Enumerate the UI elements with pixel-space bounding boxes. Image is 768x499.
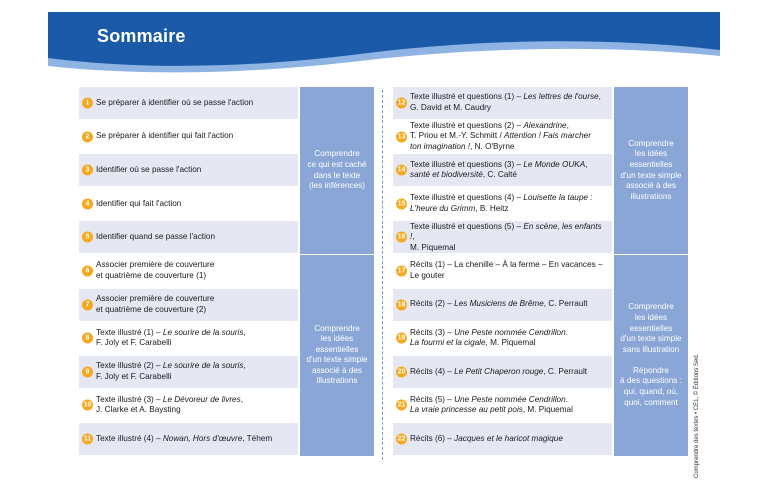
- category-line: dans le texte: [313, 170, 361, 180]
- category-line: Comprendre: [314, 323, 360, 333]
- toc-entry[interactable]: [79, 188, 298, 220]
- category-line: Comprendre: [314, 149, 360, 159]
- entry-title: Récits (5) – Une Peste nommée Cendrillon. La vraie princesse au petit pois, M. Piquemal: [410, 394, 573, 415]
- column-divider: [382, 90, 383, 460]
- entry-number-badge: 16: [397, 233, 406, 241]
- category-line: les idées: [634, 149, 668, 159]
- toc-entry[interactable]: [79, 221, 298, 253]
- toc-entry[interactable]: [393, 322, 612, 354]
- category-line: associé à des: [311, 365, 363, 375]
- category-line: [620, 355, 682, 366]
- toc-entry[interactable]: [393, 289, 612, 321]
- toc-entry[interactable]: [79, 322, 298, 354]
- entry-number-badge: 6: [82, 266, 93, 277]
- entry-title: Texte illustré (3) – Le Dévoreur de livres, J. Clarke et A. Baysting: [96, 394, 243, 415]
- toc-entry[interactable]: [393, 221, 612, 253]
- category-line: d'un texte simple: [306, 355, 368, 365]
- category-line: essentielles: [315, 344, 359, 354]
- toc-entry[interactable]: [393, 255, 612, 287]
- toc-entry[interactable]: [79, 423, 298, 455]
- toc-entry[interactable]: [393, 154, 612, 186]
- category-line: ce qui est caché: [307, 159, 367, 169]
- category-line: sans illustration: [622, 344, 680, 354]
- entry-number-badge: 9: [82, 366, 93, 377]
- toc-entry[interactable]: [79, 356, 298, 388]
- entry-number-badge: 11: [83, 435, 92, 443]
- entry-title: Texte illustré (2) – Le sourire de la souris, F. Joly et F. Carabelli: [96, 361, 246, 381]
- toc-entry[interactable]: [79, 389, 298, 421]
- entry-title: Texte illustré et questions (4) – Louisette la taupe : L'heure du Grimm, B. Heitz: [410, 193, 593, 213]
- entry-title: Texte illustré et questions (5) – En scène, les enfants !, M. Piquemal: [410, 221, 602, 252]
- toc-entry[interactable]: [79, 255, 298, 287]
- entry-number-badge: 3: [82, 165, 93, 176]
- toc-entry[interactable]: [393, 356, 612, 388]
- entry-title: Associer première de couverture et quatrième de couverture (1): [96, 260, 215, 280]
- entry-title: Récits (1) – La chenille – À la ferme – En vacances – Le gouter: [410, 260, 603, 280]
- category-line: à des questions :: [620, 376, 682, 386]
- category-line: Comprendre: [628, 302, 674, 312]
- category-line: (les inférences): [309, 181, 365, 191]
- toc-entry[interactable]: [393, 423, 612, 455]
- entry-title: Texte illustré et questions (2) – Alexandrine, T. Priou et M.-Y. Schmitt / Attention ! Fais marcher ton imagination !, N. O'Byrne: [410, 120, 591, 151]
- entry-title: Récits (4) – Le Petit Chaperon rouge, C. Perrault: [410, 366, 588, 376]
- category-line: d'un texte simple: [620, 334, 682, 344]
- toc-entry[interactable]: [393, 389, 612, 421]
- toc-entry[interactable]: [393, 87, 612, 119]
- entry-number-badge: 10: [83, 401, 92, 409]
- category-line: illustrations: [630, 191, 672, 201]
- page-title: Sommaire: [97, 26, 186, 46]
- entry-title: Récits (3) – Une Peste nommée Cendrillon. La fourmi et la cigale, M. Piquemal: [410, 327, 568, 348]
- category-line: Comprendre: [628, 138, 674, 148]
- entry-number-badge: 1: [82, 98, 93, 109]
- toc-entry[interactable]: [393, 121, 612, 153]
- category-line: d'un texte simple: [620, 170, 682, 180]
- skill-category-panel: [613, 255, 688, 456]
- entry-title: Identifier quand se passe l'action: [96, 232, 215, 242]
- category-line: essentielles: [629, 323, 673, 333]
- entry-number-badge: 18: [397, 301, 406, 309]
- header-banner: [0, 0, 768, 80]
- entry-number-badge: 5: [82, 232, 93, 243]
- entry-number-badge: 14: [397, 166, 406, 174]
- category-line: Répondre: [633, 365, 669, 375]
- entry-number-badge: 22: [397, 435, 406, 443]
- entry-title: Identifier qui fait l'action: [96, 198, 182, 208]
- entry-number-badge: 15: [397, 200, 406, 208]
- entry-number-badge: 17: [397, 267, 406, 275]
- category-line: qui, quand, où,: [623, 387, 679, 397]
- entry-title: Associer première de couverture et quatrième de couverture (2): [96, 294, 215, 314]
- skill-category-panel: [613, 87, 688, 254]
- entry-number-badge: 4: [82, 198, 93, 209]
- entry-title: Identifier où se passe l'action: [96, 164, 202, 174]
- entry-title: Texte illustré (4) – Nowan, Hors d'œuvre, Téhem: [96, 433, 273, 443]
- entry-title: Récits (6) – Jacques et le haricot magique: [410, 433, 563, 443]
- category-line: les idées: [320, 334, 354, 344]
- entry-title: Récits (2) – Les Musiciens de Brême, C. Perrault: [410, 299, 588, 309]
- entry-title: Se préparer à identifier qui fait l'action: [96, 131, 234, 141]
- entry-number-badge: 2: [82, 131, 93, 142]
- category-line: les idées: [634, 312, 668, 322]
- category-line: associé à des: [625, 181, 677, 191]
- entry-number-badge: 12: [397, 99, 406, 107]
- toc-entry[interactable]: [79, 87, 298, 119]
- entry-title: Texte illustré et questions (3) – Le Monde OUKA, santé et biodiversité, C. Calté: [410, 159, 588, 180]
- category-line: essentielles: [629, 159, 673, 169]
- entry-title: Texte illustré (1) – Le sourire de la souris, F. Joly et F. Carabelli: [96, 327, 246, 348]
- entry-number-badge: 21: [397, 401, 406, 409]
- category-line: quoi, comment: [624, 397, 678, 407]
- category-line: illustrations: [316, 376, 358, 386]
- entry-number-badge: 8: [82, 333, 93, 344]
- entry-number-badge: 20: [397, 368, 406, 376]
- entry-title: Se préparer à identifier où se passe l'action: [96, 97, 254, 107]
- entry-number-badge: 7: [82, 299, 93, 310]
- entry-number-badge: 13: [397, 133, 406, 141]
- entry-number-badge: 19: [397, 334, 406, 342]
- skill-category-panel: [299, 255, 374, 456]
- skill-category-panel: [299, 87, 374, 254]
- toc-entry[interactable]: [79, 289, 298, 321]
- toc-entry[interactable]: [393, 188, 612, 220]
- entry-title: Texte illustré et questions (1) – Les lettres de l'ourse, G. David et M. Caudry: [410, 92, 601, 112]
- copyright-text: Comprendre des textes • CE1, © Éditions Sed.: [694, 353, 700, 478]
- toc-entry[interactable]: [79, 154, 298, 186]
- toc-entry[interactable]: [79, 121, 298, 153]
